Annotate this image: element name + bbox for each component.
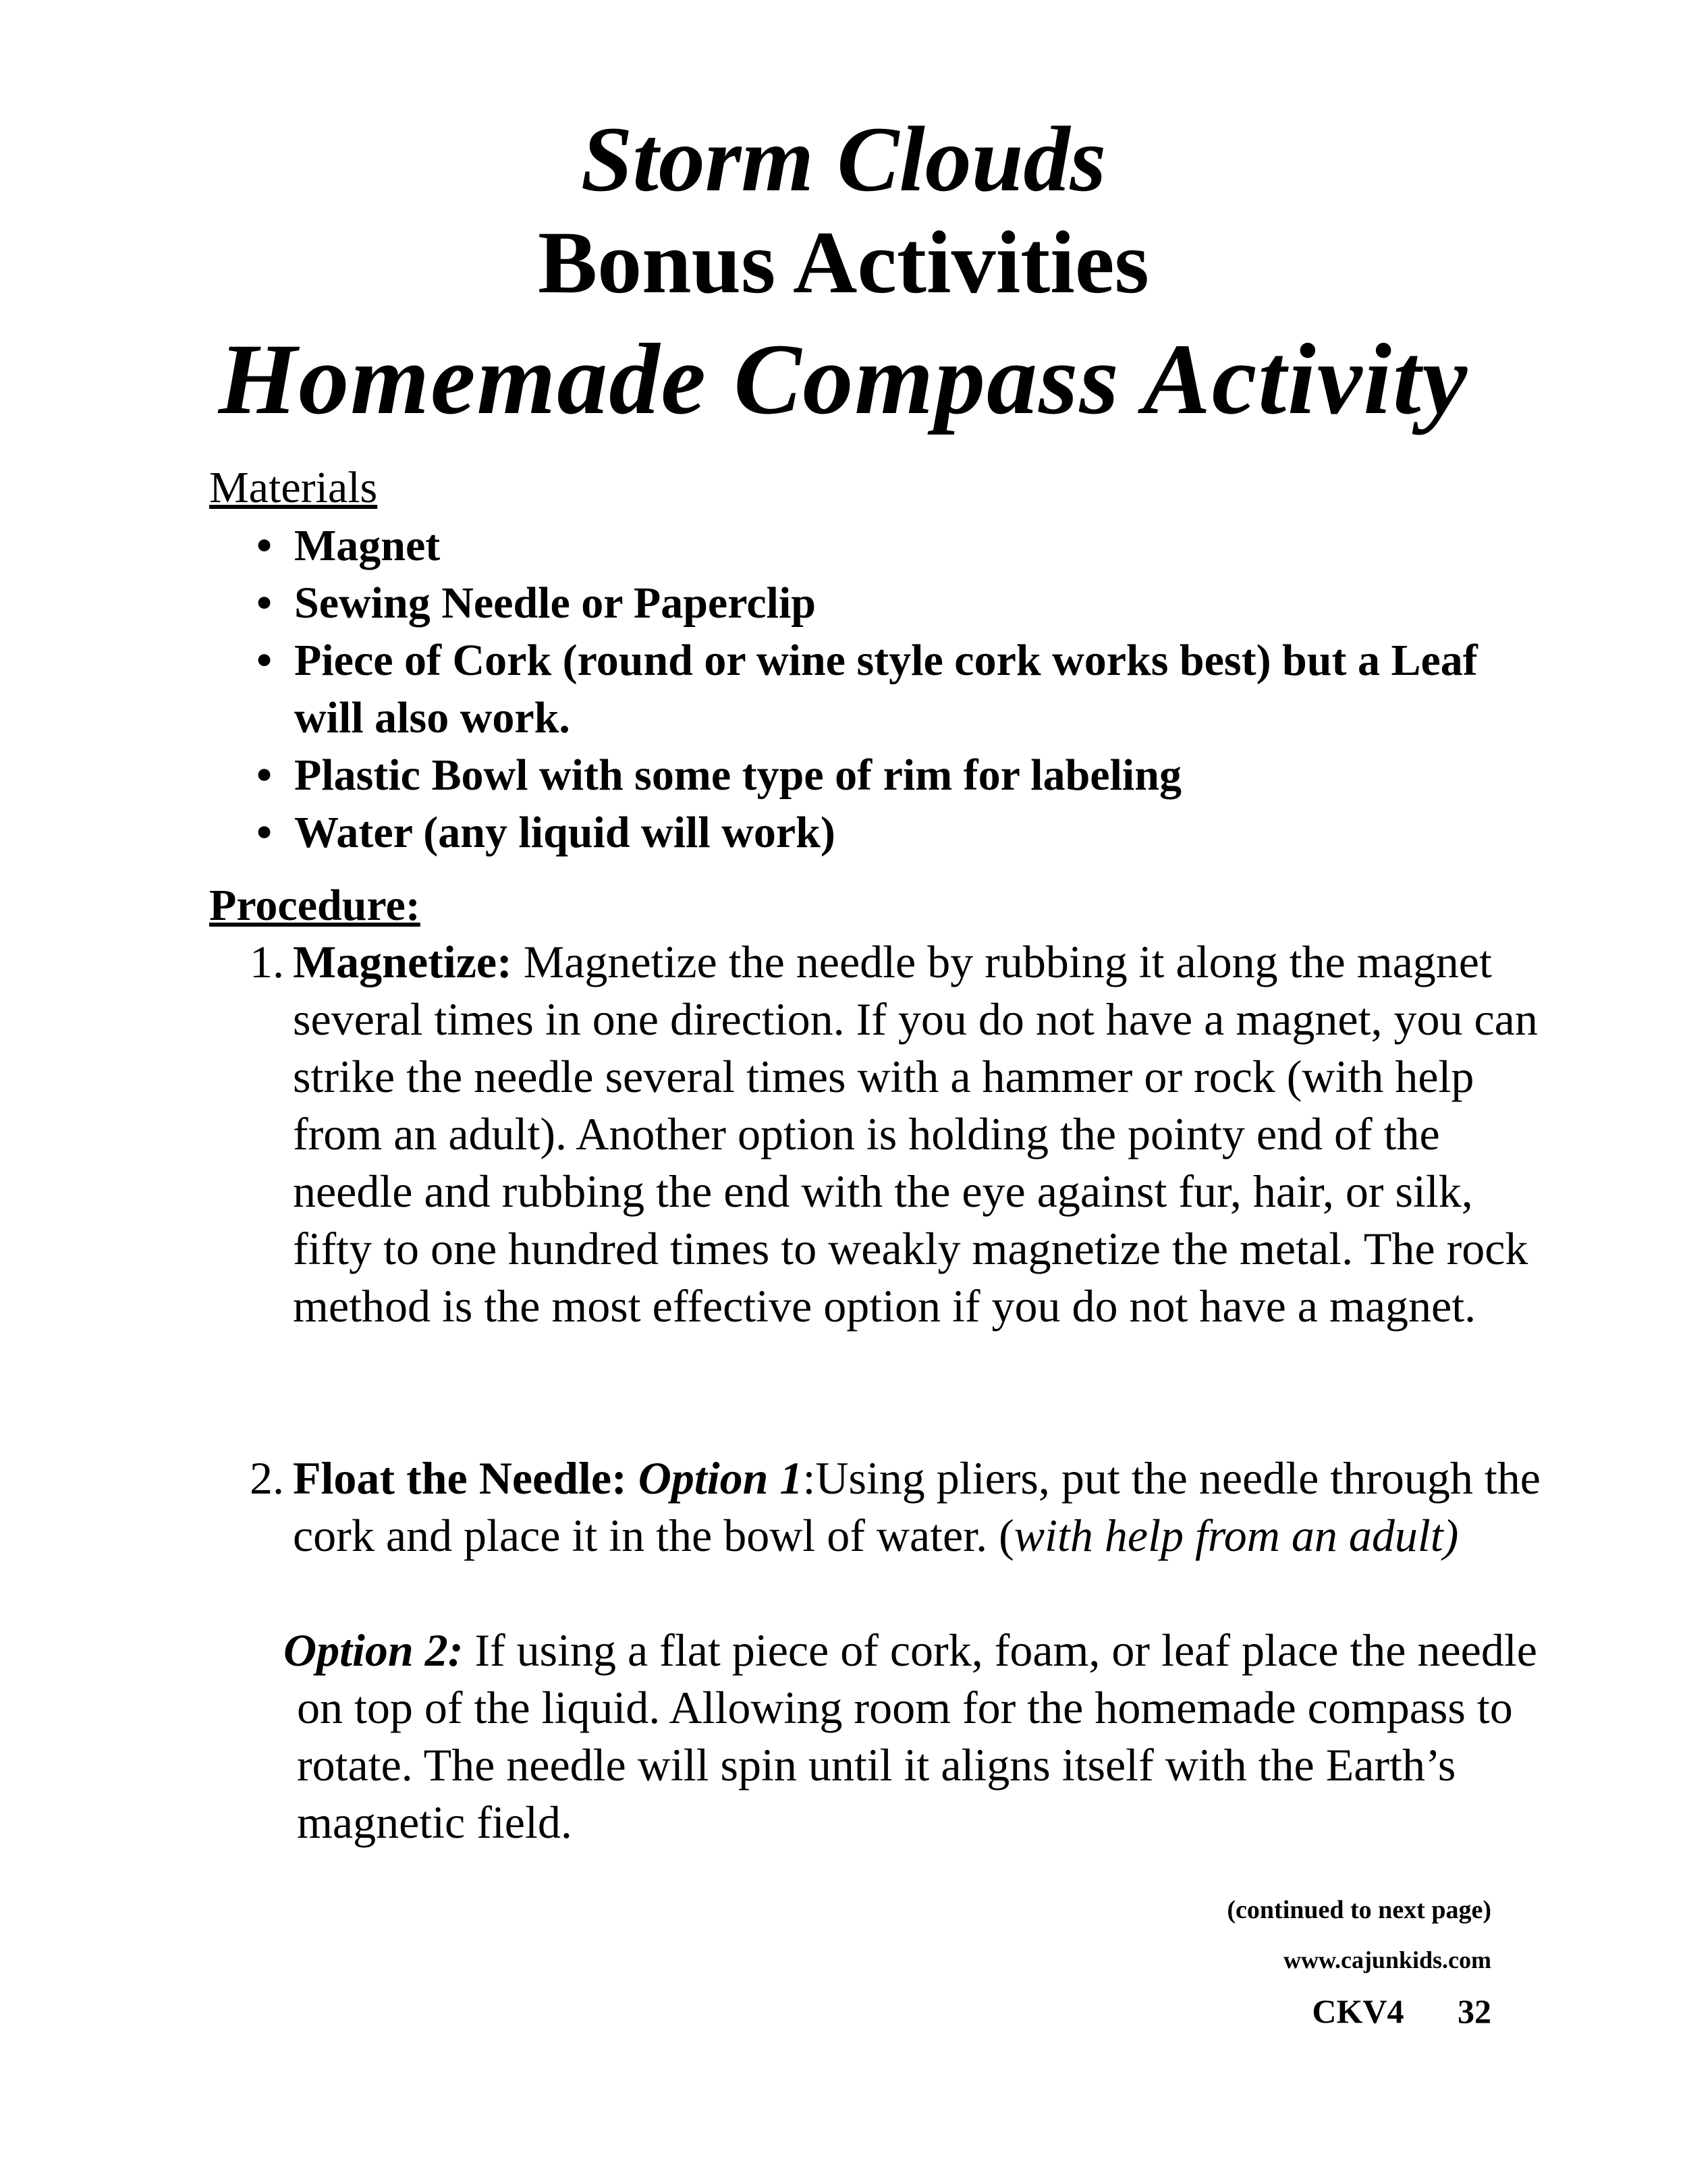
materials-list <box>256 517 1539 861</box>
bullet-icon: • <box>256 808 273 857</box>
page-title: Storm Clouds <box>580 107 1107 211</box>
material-text: Water (any liquid will work) <box>294 808 835 857</box>
procedure-step-2 <box>250 1450 1545 1564</box>
procedure-option-2 <box>283 1622 1539 1851</box>
list-item <box>256 517 1539 574</box>
option-1-text: :Using pliers, put the needle through the cork and place it in the bowl of water. ( <box>293 1452 1541 1561</box>
material-text: Sewing Needle or Paperclip <box>294 578 816 628</box>
option-2-text: If using a flat piece of cork, foam, or leaf place the needle on top of the liquid. Allowing room for the homemade compass to rotate. The needle will spin until it aligns itself with the Earth’s magnetic field. <box>297 1625 1537 1848</box>
material-text: Piece of Cork (round or wine style cork works best) but a Leaf will also work. <box>294 636 1478 742</box>
continued-note: (continued to next page) <box>1227 1896 1491 1924</box>
step-number: 1. <box>250 936 284 987</box>
procedure-step-1 <box>250 933 1545 1335</box>
list-item <box>256 574 1539 632</box>
activity-title: Homemade Compass Activity <box>218 323 1469 435</box>
list-item <box>256 632 1539 746</box>
page-code: CKV4 32 <box>1312 1992 1491 2030</box>
page-subtitle: Bonus Activities <box>538 213 1149 312</box>
step-label: Magnetize: <box>293 936 512 987</box>
list-item <box>256 804 1539 861</box>
option-1-label: Option 1 <box>638 1452 803 1504</box>
procedure-heading: Procedure: <box>209 881 420 930</box>
step-number: 2. <box>250 1452 284 1504</box>
bullet-icon: • <box>256 578 273 628</box>
bullet-icon: • <box>256 636 273 685</box>
step-text: Magnetize the needle by rubbing it along the magnet several times in one direction. If you do not have a magnet, you can strike the needle several times with a hammer or rock (with help from an adult). Another option is holding the pointy end of the needle and rubbing the end with the eye against fur, hair, or silk, fifty to one hundred times to weakly magnetize the metal. The rock method is the most effective option if you do not have a magnet. <box>293 936 1538 1332</box>
list-item <box>256 746 1539 804</box>
website-url: www.cajunkids.com <box>1283 1946 1491 1973</box>
option-1-note: with help from an adult) <box>1014 1510 1459 1561</box>
step-label: Float the Needle: <box>293 1452 627 1504</box>
material-text: Plastic Bowl with some type of rim for labeling <box>294 750 1182 800</box>
bullet-icon: • <box>256 521 273 570</box>
bullet-icon: • <box>256 750 273 800</box>
material-text: Magnet <box>294 521 441 570</box>
materials-heading: Materials <box>209 463 378 512</box>
option-2-label: Option 2: <box>283 1625 464 1676</box>
